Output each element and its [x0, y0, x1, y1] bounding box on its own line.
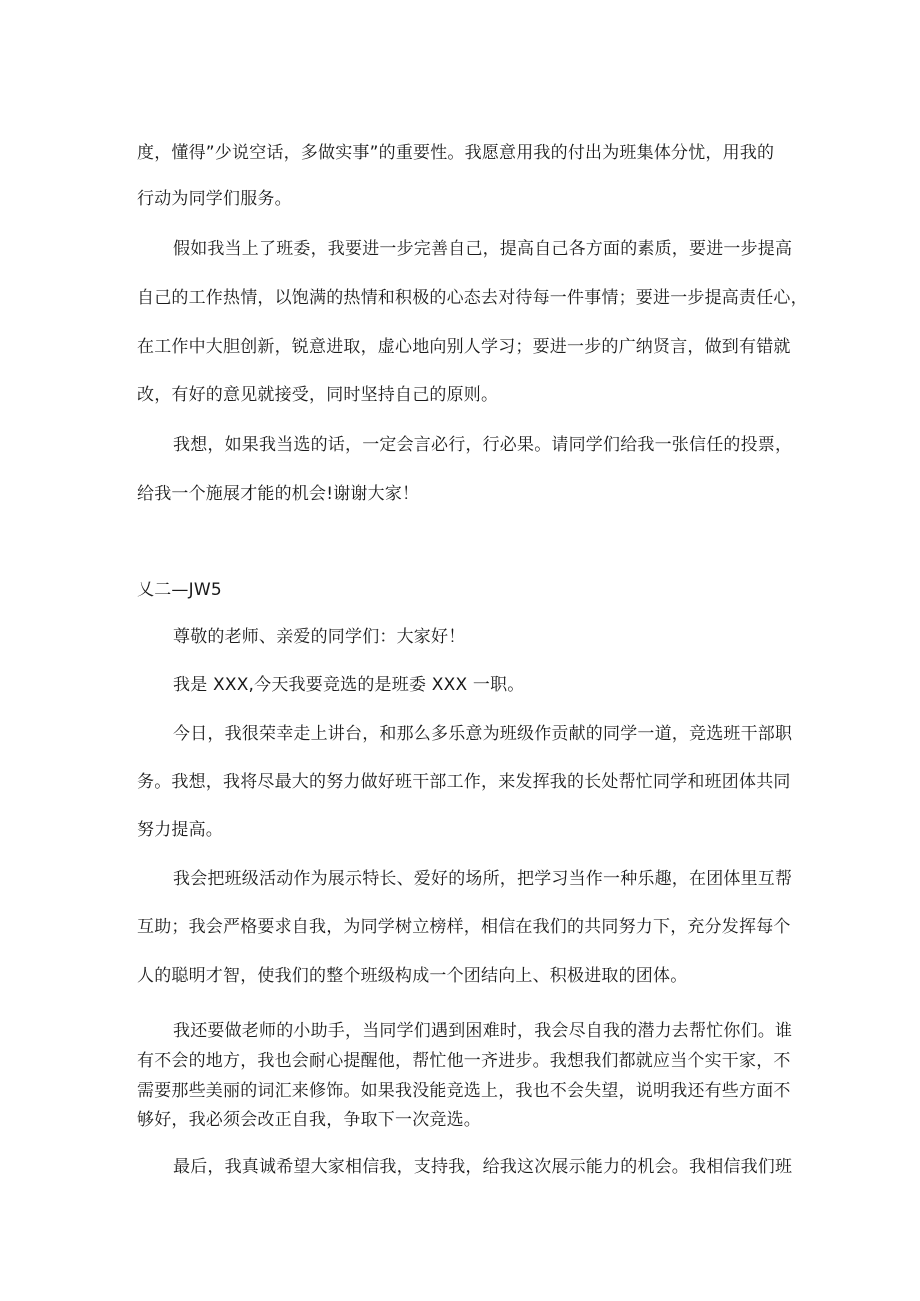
text-line: 度，懂得”少说空话，多做实事”的重要性。我愿意用我的付出为班集体分忧，用我的: [137, 143, 775, 163]
paragraph-line: 我会把班级活动作为展示特长、爱好的场所，把学习当作一种乐趣，在团体里互帮: [173, 869, 793, 889]
text-line: 够好，我必须会改正自我，争取下一次竞选。: [137, 1110, 481, 1130]
text-line: 努力提高。: [137, 820, 223, 840]
text-line: 有不会的地方，我也会耐心提醒他，帮忙他一齐进步。我想我们都就应当个实干家，不: [137, 1051, 791, 1071]
text-line: 在工作中大胆创新，锐意进取，虚心地向别人学习；要进一步的广纳贤言，做到有错就: [137, 337, 791, 357]
text-line: 改，有好的意见就接受，同时坚持自己的原则。: [137, 385, 499, 405]
text-line: 自己的工作热情，以饱满的热情和积极的心态去对待每一件事情；要进一步提高责任心，: [137, 288, 808, 308]
text-line: 人的聪明才智，使我们的整个班级构成一个团结向上、积极进取的团体。: [137, 966, 688, 986]
text-line: 行动为同学们服务。: [137, 189, 292, 209]
paragraph-line: 最后，我真诚希望大家相信我，支持我，给我这次展示能力的机会。我相信我们班: [173, 1157, 793, 1177]
text-line: 给我一个施展才能的机会!谢谢大家！: [137, 484, 420, 504]
paragraph-line: 今日，我很荣幸走上讲台，和那么多乐意为班级作贡献的同学一道，竞选班干部职: [173, 724, 793, 744]
text-line: 需要那些美丽的词汇来修饰。如果我没能竞选上，我也不会失望，说明我还有些方面不: [137, 1081, 791, 1101]
salutation-line: 尊敬的老师、亲爱的同学们：大家好！: [173, 627, 466, 647]
paragraph-line: 我还要做老师的小助手，当同学们遇到困难时，我会尽自我的潜力去帮忙你们。谁: [173, 1021, 793, 1041]
paragraph-line: 假如我当上了班委，我要进一步完善自己，提高自己各方面的素质，要进一步提高: [173, 239, 793, 259]
text-line: 互助；我会严格要求自我，为同学树立榜样，相信在我们的共同努力下，充分发挥每个: [137, 917, 791, 937]
paragraph-line: 我是 XXX,今天我要竞选的是班委 XXX 一职。: [173, 675, 525, 695]
text-line: 务。我想，我将尽最大的努力做好班干部工作，来发挥我的长处帮忙同学和班团体共同: [137, 772, 791, 792]
paragraph-line: 我想，如果我当选的话，一定会言必行，行必果。请同学们给我一张信任的投票，: [173, 435, 793, 455]
section-heading: 乂二—JW5: [137, 580, 222, 600]
